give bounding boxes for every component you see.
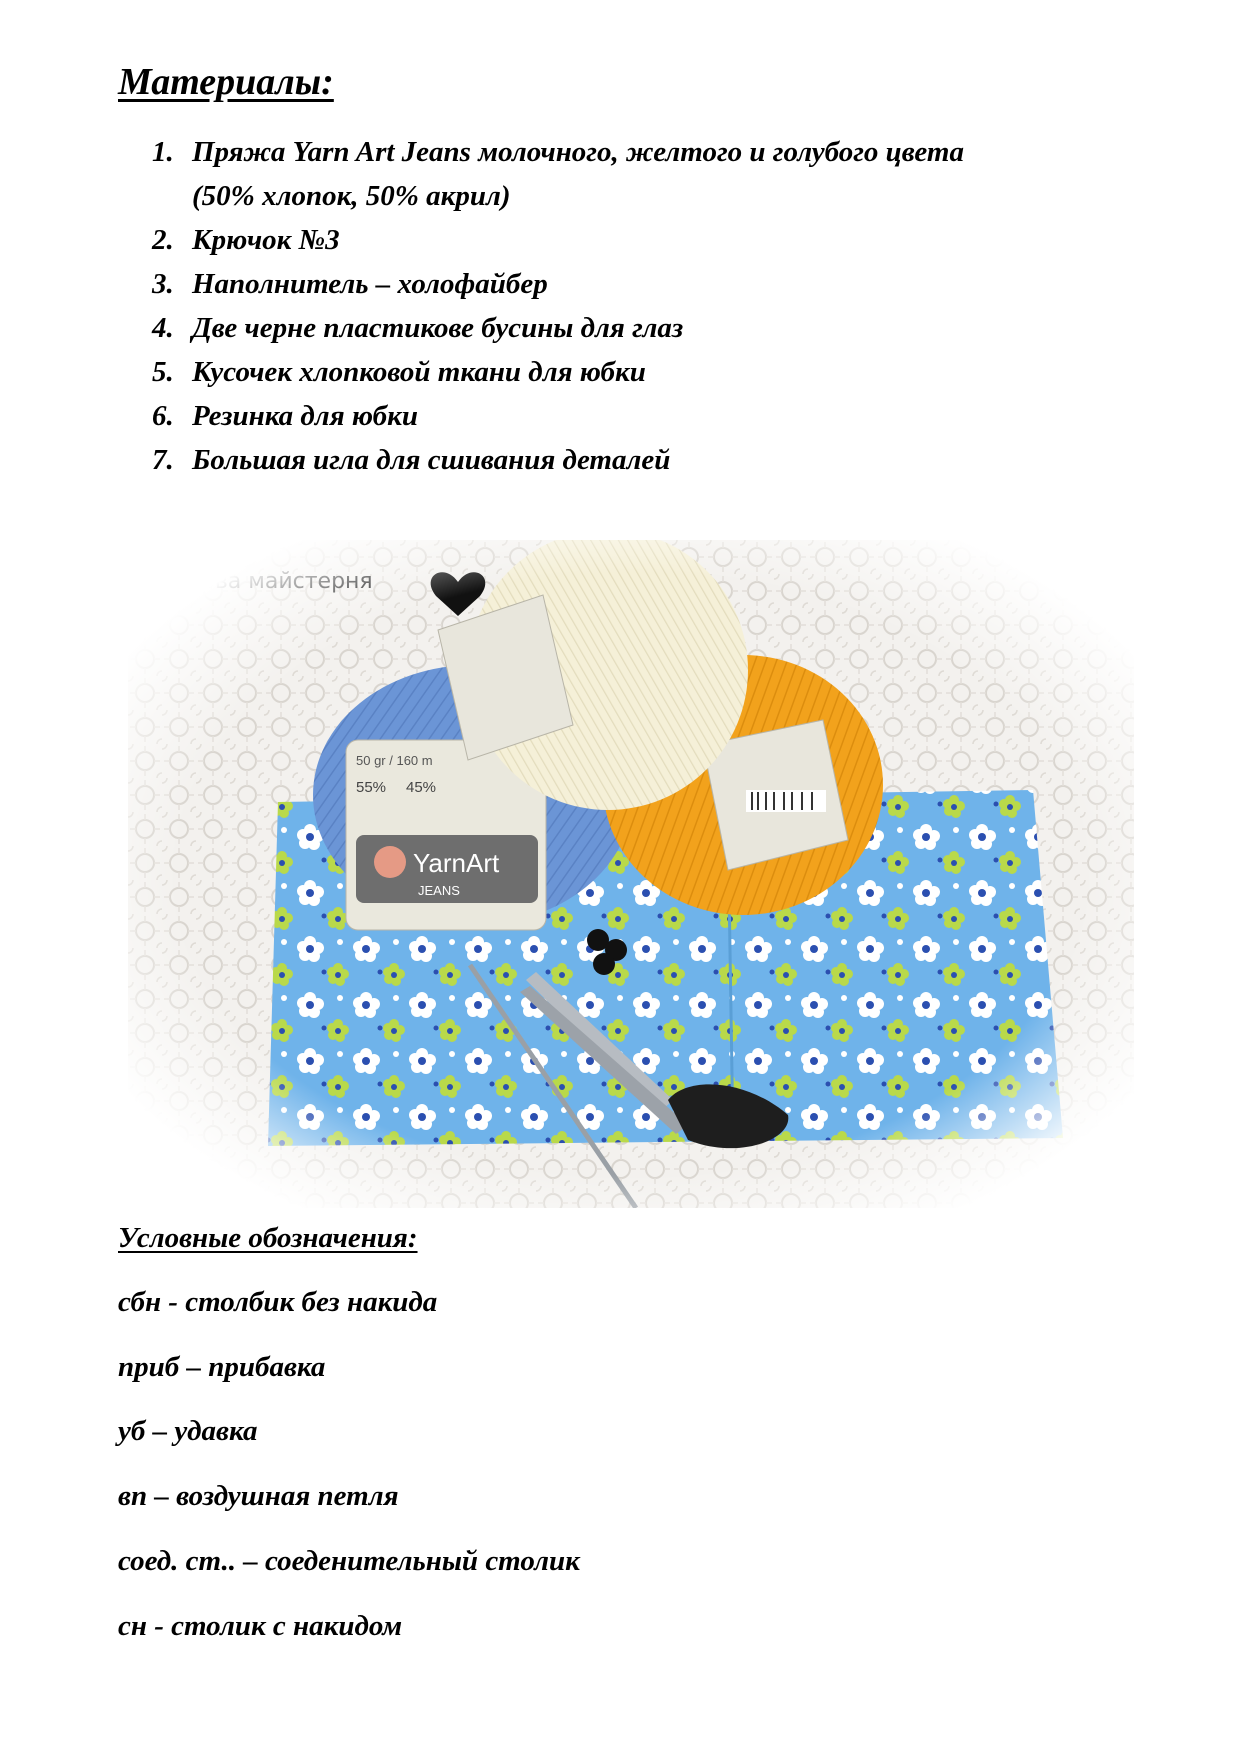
material-text: Большая игла для сшивания деталей bbox=[192, 444, 671, 476]
material-item bbox=[152, 306, 1152, 350]
material-number: 7. bbox=[152, 444, 174, 476]
legend-entry: уб – удавка bbox=[118, 1415, 258, 1447]
material-number: 2. bbox=[152, 224, 174, 256]
photo-vignette bbox=[128, 540, 1134, 1208]
legend-entry: сн - столик с накидом bbox=[118, 1610, 403, 1642]
material-number: 5. bbox=[152, 356, 174, 388]
material-text: Кусочек хлопковой ткани для юбки bbox=[192, 356, 646, 388]
material-number: 4. bbox=[152, 312, 174, 344]
legend-title: Условные обозначения: bbox=[118, 1222, 418, 1254]
material-item bbox=[152, 262, 1152, 306]
legend-entry: приб – прибавка bbox=[118, 1351, 326, 1383]
page-title: Материалы: bbox=[118, 61, 334, 103]
material-number: 6. bbox=[152, 400, 174, 432]
photo-illustration bbox=[128, 540, 1134, 1208]
material-number: 1. bbox=[152, 136, 174, 168]
legend-entry: вп – воздушная петля bbox=[118, 1480, 399, 1512]
material-item bbox=[152, 394, 1152, 438]
material-item bbox=[152, 350, 1152, 394]
materials-photo bbox=[128, 540, 1134, 1208]
material-text: Пряжа Yarn Art Jeans молочного, желтого и голубого цвета bbox=[192, 136, 964, 168]
materials-list bbox=[152, 130, 1152, 482]
legend-entry: сбн - столбик без накида bbox=[118, 1286, 438, 1318]
material-text: Две черне пластикове бусины для глаз bbox=[192, 312, 684, 344]
material-text-continued: (50% хлопок, 50% акрил) bbox=[192, 180, 511, 212]
legend-entry: соед. ст.. – соеденительный столик bbox=[118, 1545, 580, 1577]
material-text: Резинка для юбки bbox=[192, 400, 418, 432]
material-number: 3. bbox=[152, 268, 174, 300]
material-item bbox=[152, 438, 1152, 482]
material-item bbox=[152, 218, 1152, 262]
material-text: Крючок №3 bbox=[192, 224, 340, 256]
material-text: Наполнитель – холофайбер bbox=[192, 268, 548, 300]
material-item bbox=[152, 130, 1152, 218]
